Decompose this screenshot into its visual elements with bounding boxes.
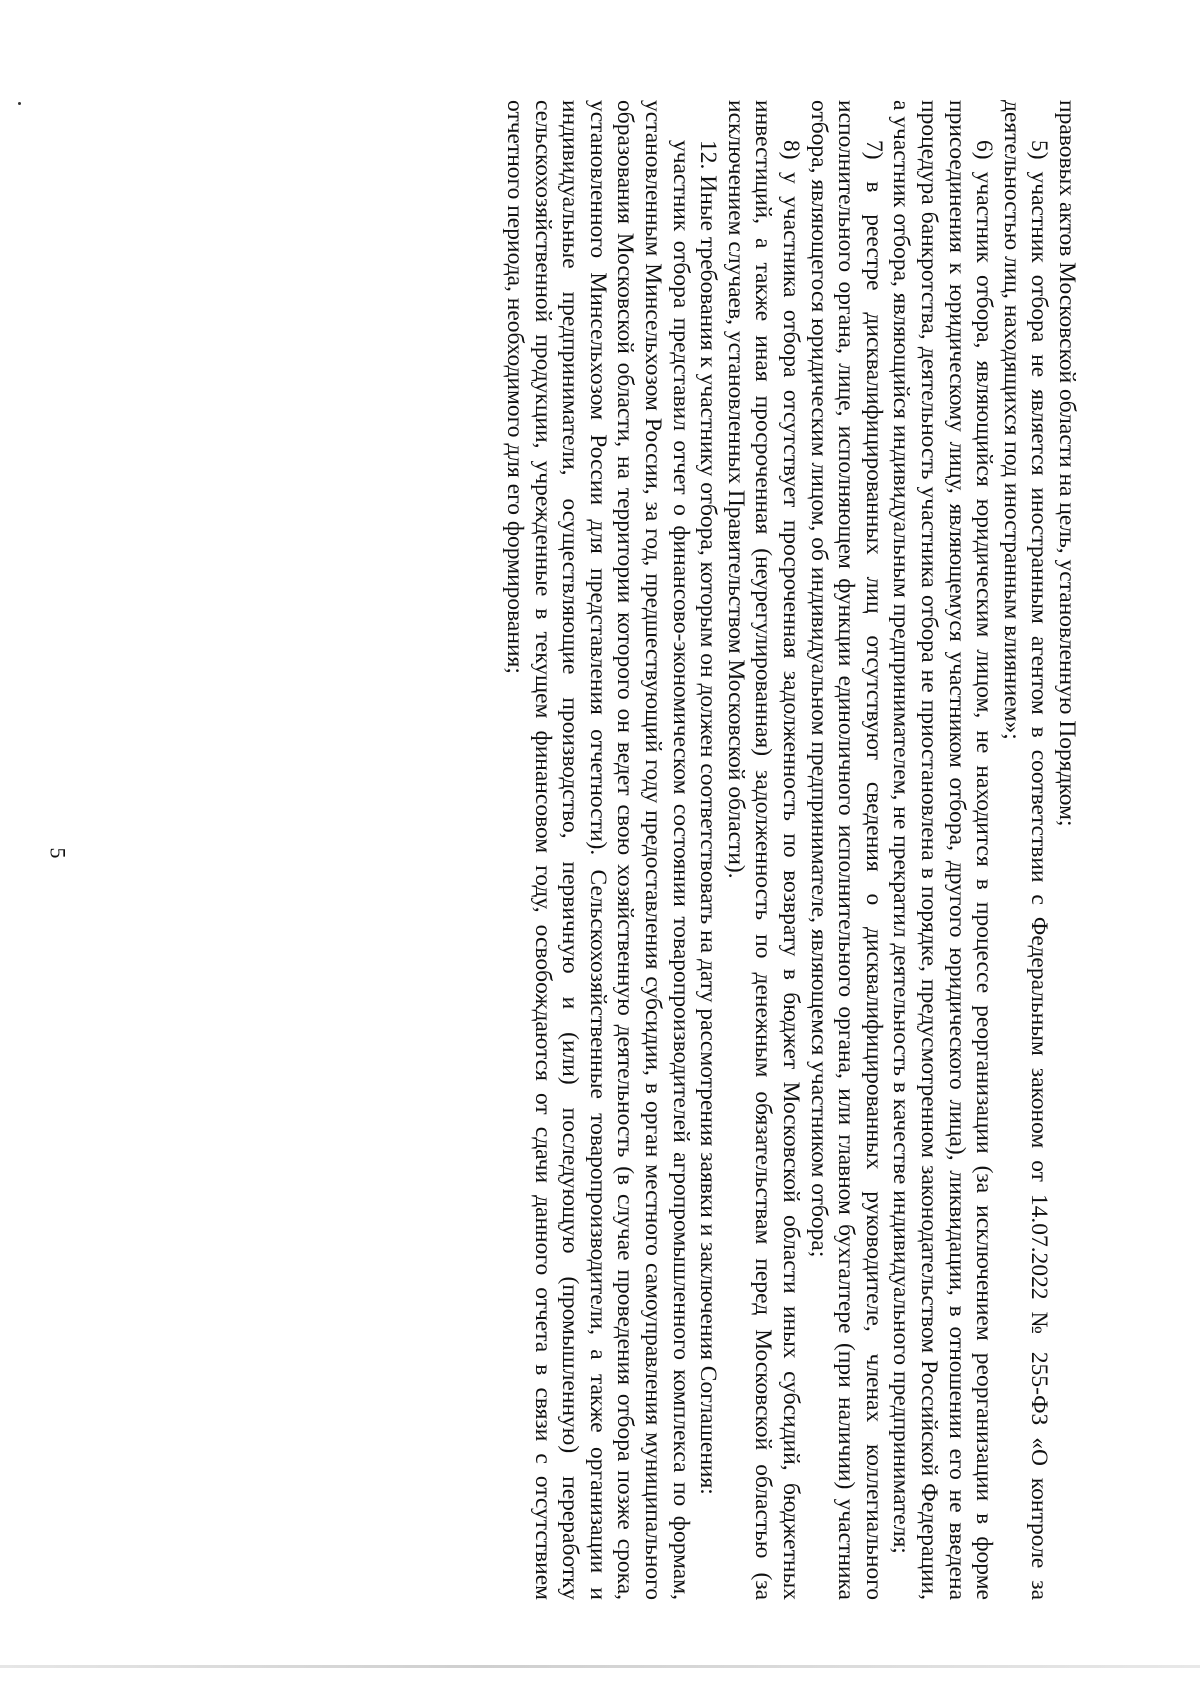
paragraph-section-12: 12. Иные требования к участнику отбора, которым он должен соответствовать на дату рассмотрения заявки и заключения Соглашения: [695, 140, 722, 1495]
scan-edge-line [0, 1665, 1200, 1668]
document-body [501, 100, 1080, 1600]
paragraph-item-5: 5) участник отбора не является иностранным агентом в соответствии с Федеральным законом от 14.07.2022 № 255-ФЗ «О контроле за деятельностью лиц, находящихся под иностранным влиянием»; [998, 100, 1053, 1600]
paragraph-item-6: 6) участник отбора, являющийся юридическим лицом, не находится в процессе реорганизации (за исключением реорганизации в форме присоединения к юридическому лицу, являющемуся участником отбора, другого юридического лица), ликвидации, в отношении его не введена процедура банкротства, деятельность участника отбора не приостановлена в порядке, предусмотренном законодательством Российской Федерации, а участник отбора, являющийся индивидуальным предпринимателем, не прекратил деятельность в качестве индивидуального предпринимателя; [888, 100, 998, 1600]
page-number: 5 [45, 847, 71, 859]
paragraph-continuation: правовых актов Московской области на цель, установленную Порядком; [1054, 100, 1080, 827]
paragraph-item-8: 8) у участника отбора отсутствует просроченная задолженность по возврату в бюджет Московской области иных субсидий, бюджетных инвестиций, а также иная просроченная (неурегулированная) задолженность по денежным обязательствам перед Московской областью (за исключением случаев, установленных Правительством Московской области). [722, 100, 805, 1600]
scan-speck [18, 102, 21, 105]
paragraph-report-requirement: участник отбора представил отчет о финансово-экономическом состоянии товаропроизводителей агропромышленного комплекса по формам, установленным Минсельхозом России, за год, предшествующий году предоставления субсидии, в орган местного самоуправления муниципального образования Московской области, на территории которого он ведет свою хозяйственную деятельность (в случае проведения отбора позже срока, установленного Минсельхозом России для представления отчетности). Сельскохозяйственные товаропроизводители, а также организации и индивидуальные предприниматели, осуществляющие производство, первичную и (или) последующую (промышленную) переработку сельскохозяйственной продукции, учрежденные в текущем финансовом году, освобождаются от сдачи данного отчета в связи с отсутствием отчетного периода, необходимого для его формирования; [502, 100, 694, 1600]
rotated-text-block [150, 100, 1080, 1600]
paragraph-item-7: 7) в реестре дисквалифицированных лиц отсутствуют сведения о дисквалифицированных руководителе, членах коллегиального исполнительного органа, лице, исполняющем функции единоличного исполнительного органа, или главном бухгалтере (при наличии) участника отбора, являющегося юридическим лицом, об индивидуальном предпринимателе, являющемся участником отбора; [805, 100, 887, 1600]
